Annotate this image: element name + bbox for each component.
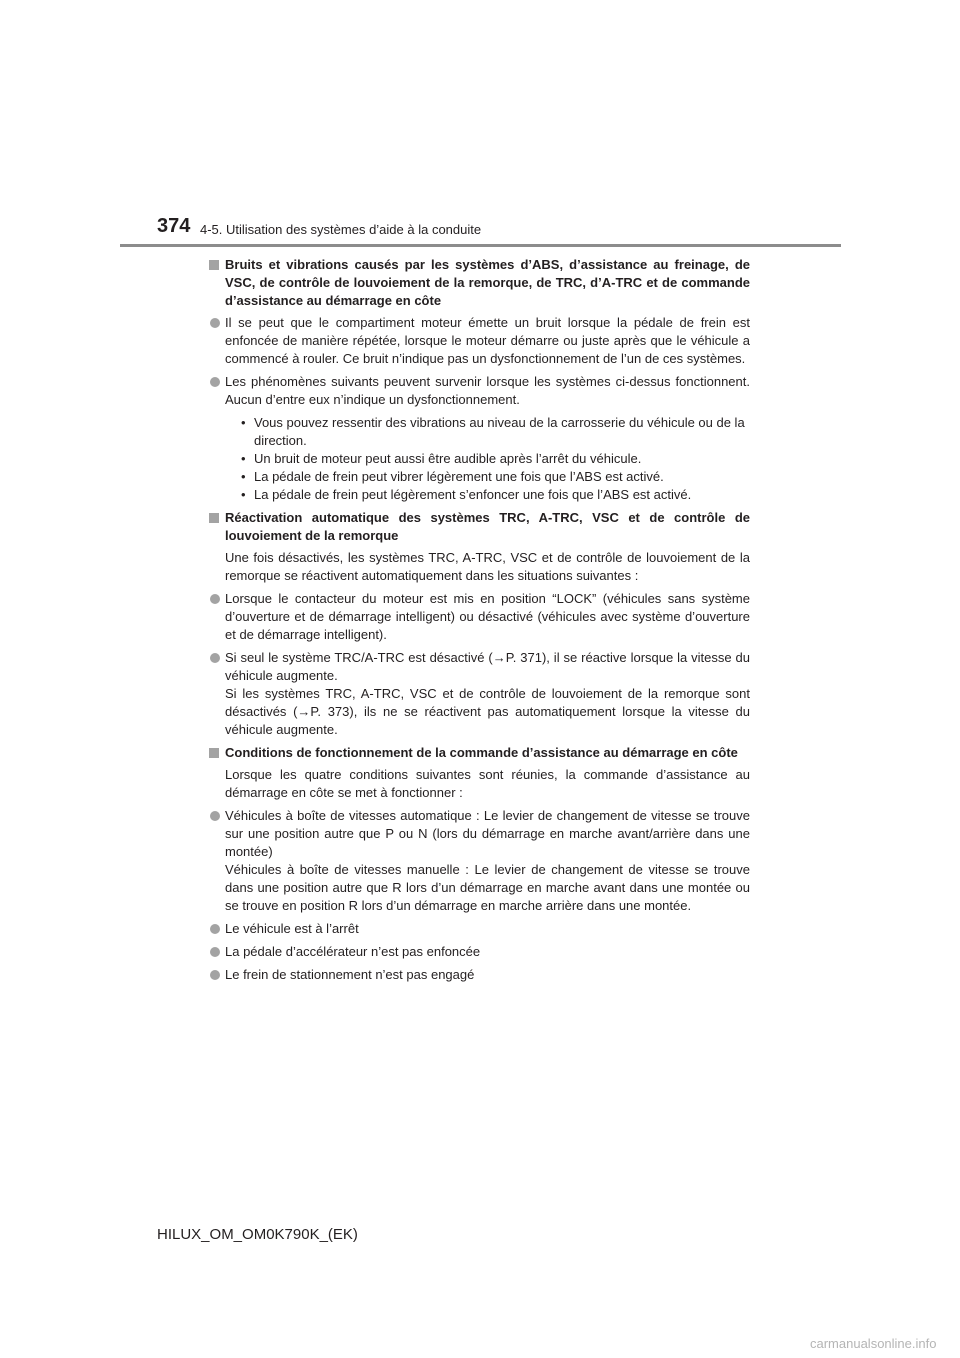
item-text: Lorsque le contacteur du moteur est mis en position “LOCK” (véhicules sans système d’ouverture et de démarrage intelligent) ou désactivé (véhicules avec système d’ouverture et de démarrage intelligent). — [225, 591, 750, 642]
item-text: Si seul le système TRC/A-TRC est désactivé (→P. 371), il se réactive lorsque la vitesse du véhicule augmente. — [225, 650, 750, 683]
sub-list-item: • La pédale de frein peut légèrement s’enfoncer une fois que l’ABS est activé. — [241, 487, 692, 502]
circle-bullet-icon — [210, 594, 220, 604]
item-text: La pédale d’accélérateur n’est pas enfoncée — [225, 944, 481, 959]
page-number: 374 — [157, 215, 191, 237]
list-item — [209, 649, 750, 739]
section-title: 4-5. Utilisation des systèmes d’aide à la conduite — [200, 222, 482, 237]
sub-list-item: • Un bruit de moteur peut aussi être audible après l’arrêt du véhicule. — [241, 451, 642, 466]
circle-bullet-icon — [210, 924, 220, 934]
section-heading — [209, 509, 750, 545]
list-item — [209, 314, 750, 368]
circle-bullet-icon — [210, 811, 220, 821]
item-text: Il se peut que le compartiment moteur émette un bruit lorsque la pédale de frein est enfoncée de manière répétée, lorsque le moteur démarre ou juste après que le véhicule a commencé à rouler. Ce bruit n’indique pas un dysfonctionnement de l’un de ces systèmes. — [225, 315, 750, 366]
sub-list-item: • La pédale de frein peut vibrer légèrement une fois que l’ABS est activé. — [241, 469, 664, 484]
square-bullet-icon — [209, 260, 219, 270]
circle-bullet-icon — [210, 377, 220, 387]
item-text: Véhicules à boîte de vitesses manuelle : Le levier de changement de vitesse se trouve dans une position autre que R lors d’un démarrage en marche avant dans une montée ou se trouve en position R lors d’un démarrage en marche arrière dans une montée. — [225, 862, 750, 913]
square-bullet-icon — [209, 513, 219, 523]
list-item — [209, 373, 750, 409]
sub-list-item: • Vous pouvez ressentir des vibrations au niveau de la carrosserie du véhicule ou de la direction. — [241, 415, 745, 448]
heading-text: Réactivation automatique des systèmes TRC, A-TRC, VSC et de contrôle de louvoiement de la remorque — [225, 510, 750, 543]
header-rule — [120, 244, 841, 247]
sub-list — [209, 414, 750, 504]
list-item — [209, 943, 750, 961]
footer-document-code: HILUX_OM_OM0K790K_(EK) — [157, 1226, 358, 1243]
list-item — [209, 966, 750, 984]
circle-bullet-icon — [210, 947, 220, 957]
watermark: carmanualsonline.info — [810, 1336, 937, 1351]
intro-paragraph: Une fois désactivés, les systèmes TRC, A-TRC, VSC et de contrôle de louvoiement de la remorque se réactivent automatiquement dans les situations suivantes : — [225, 550, 750, 583]
item-text: Si les systèmes TRC, A-TRC, VSC et de contrôle de louvoiement de la remorque sont désactivés (→P. 373), ils ne se réactivent pas automatiquement lorsque la vitesse du véhicule augmente. — [225, 686, 750, 737]
circle-bullet-icon — [210, 970, 220, 980]
circle-bullet-icon — [210, 318, 220, 328]
square-bullet-icon — [209, 748, 219, 758]
heading-text: Bruits et vibrations causés par les systèmes d’ABS, d’assistance au freinage, de VSC, de contrôle de louvoiement de la remorque, de TRC, d’A-TRC et de commande d’assistance au démarrage en côte — [225, 257, 750, 308]
intro-paragraph: Lorsque les quatre conditions suivantes sont réunies, la commande d’assistance au démarrage en côte se met à fonctionner : — [225, 767, 750, 800]
section-heading — [209, 256, 750, 310]
section-heading — [209, 744, 750, 762]
list-item — [209, 920, 750, 938]
item-text: Véhicules à boîte de vitesses automatique : Le levier de changement de vitesse se trouve sur une position autre que P ou N (lors du démarrage en marche avant/arrière dans une montée) — [225, 808, 750, 859]
page-content — [209, 256, 750, 989]
circle-bullet-icon — [210, 653, 220, 663]
item-text: Le véhicule est à l’arrêt — [225, 921, 359, 936]
list-item — [209, 590, 750, 644]
list-item — [209, 807, 750, 915]
heading-text: Conditions de fonctionnement de la commande d’assistance au démarrage en côte — [225, 745, 738, 760]
item-text: Le frein de stationnement n’est pas engagé — [225, 967, 475, 982]
item-text: Les phénomènes suivants peuvent survenir lorsque les systèmes ci-dessus fonctionnent. Aucun d’entre eux n’indique un dysfonctionnement. — [225, 374, 750, 407]
